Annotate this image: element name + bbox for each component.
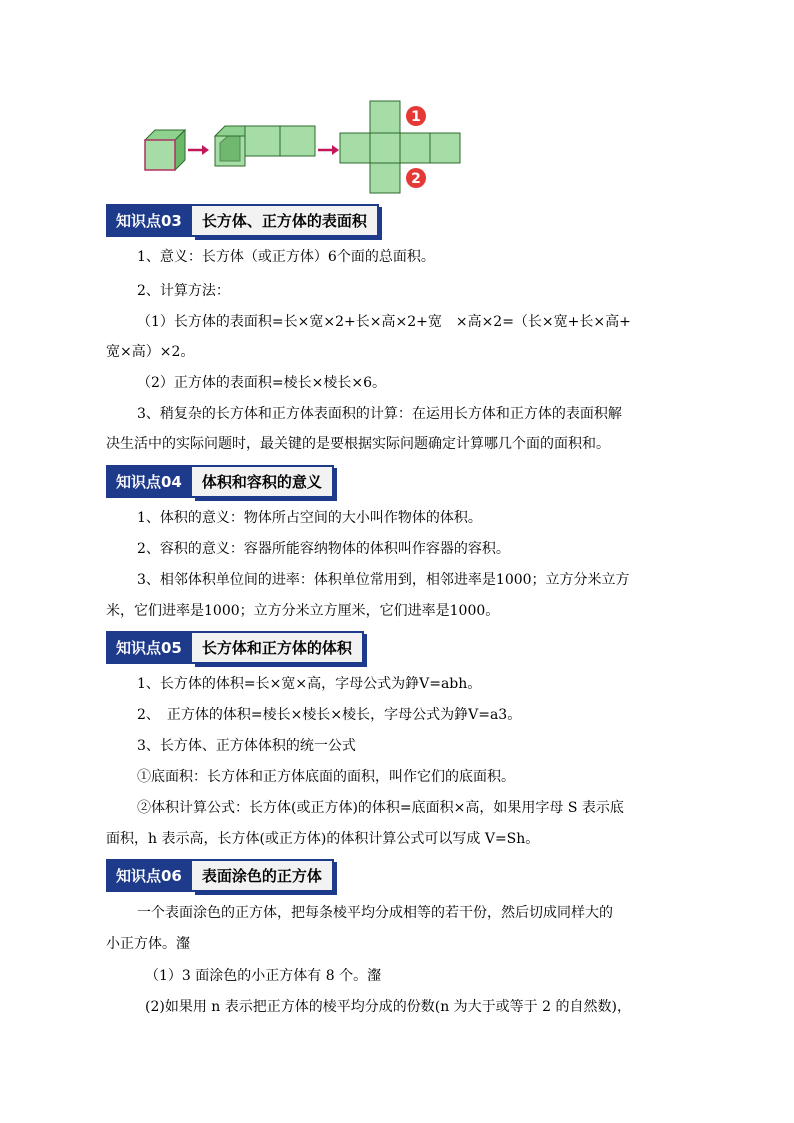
text-line: 2、 正方体的体积=棱长×棱长×棱长，字母公式为錚V=a3。	[137, 707, 522, 723]
text-line: （1）长方体的表面积=长×宽×2+长×高×2+宽 ×高×2=（长×宽+长×高+	[137, 314, 631, 330]
text-line: 米，它们进率是1000；立方分米立方厘米，它们进率是1000。	[106, 603, 500, 619]
marker-1-icon	[406, 106, 426, 126]
text-line: 2、计算方法：	[137, 283, 230, 299]
section-tag: 知识点04	[106, 465, 192, 498]
section-tag: 知识点03	[106, 204, 192, 237]
text-line: 3、长方体、正方体体积的统一公式	[137, 738, 356, 754]
section-heading-03	[106, 204, 379, 237]
marker-1-label: 1	[411, 109, 421, 125]
text-line: 决生活中的实际问题时，最关键的是要根据实际问题确定计算哪几个面的面积和。	[106, 436, 610, 452]
cube-shape	[145, 130, 185, 170]
text-line: ①底面积：长方体和正方体底面的面积，叫作它们的底面积。	[137, 769, 515, 785]
text-line: 面积，h 表示高，长方体(或正方体)的体积计算公式可以写成 V=Sh。	[106, 831, 540, 847]
cube-net-diagram	[140, 98, 470, 198]
section-heading-06	[106, 859, 334, 892]
text-line: 1、意义：长方体（或正方体）6个面的总面积。	[137, 249, 435, 265]
text-line: 宽×高）×2。	[106, 344, 195, 360]
text-line: （2）正方体的表面积=棱长×棱长×6。	[137, 375, 387, 391]
text-line: 3、稍复杂的长方体和正方体表面积的计算：在运用长方体和正方体的表面积解	[137, 406, 622, 422]
section-title: 长方体和正方体的体积	[192, 631, 364, 664]
section-title: 表面涂色的正方体	[192, 859, 334, 892]
section-tag: 知识点06	[106, 859, 192, 892]
text-line: （1）3 面涂色的小正方体有 8 个。瀣	[145, 968, 382, 984]
section-heading-04	[106, 465, 334, 498]
text-line: 1、长方体的体积=长×宽×高，字母公式为錚V=abh。	[137, 676, 482, 692]
text-line: 一个表面涂色的正方体，把每条棱平均分成相等的若干份，然后切成同样大的	[137, 905, 613, 921]
marker-2-label: 2	[411, 171, 421, 187]
text-line: 小正方体。瀣	[106, 936, 190, 952]
section-title: 体积和容积的意义	[192, 465, 334, 498]
partially-unfolded-shape	[215, 126, 315, 166]
cube-net-shape	[340, 101, 460, 193]
text-line: 3、相邻体积单位间的进率：体积单位常用到，相邻进率是1000；立方分米立方	[137, 572, 630, 588]
section-title: 长方体、正方体的表面积	[192, 204, 379, 237]
cube-unfolding-figure	[140, 98, 470, 198]
marker-2-icon	[406, 168, 426, 188]
text-line: 2、容积的意义：容器所能容纳物体的体积叫作容器的容积。	[137, 541, 510, 557]
text-line: (2)如果用 n 表示把正方体的棱平均分成的份数(n 为大于或等于 2 的自然数)，	[145, 999, 631, 1015]
section-heading-05	[106, 631, 364, 664]
section-tag: 知识点05	[106, 631, 192, 664]
arrow-2-icon	[318, 145, 339, 155]
text-line: ②体积计算公式：长方体(或正方体)的体积=底面积×高，如果用字母 S 表示底	[137, 800, 624, 816]
arrow-1-icon	[188, 145, 209, 155]
text-line: 1、体积的意义：物体所占空间的大小叫作物体的体积。	[137, 510, 482, 526]
